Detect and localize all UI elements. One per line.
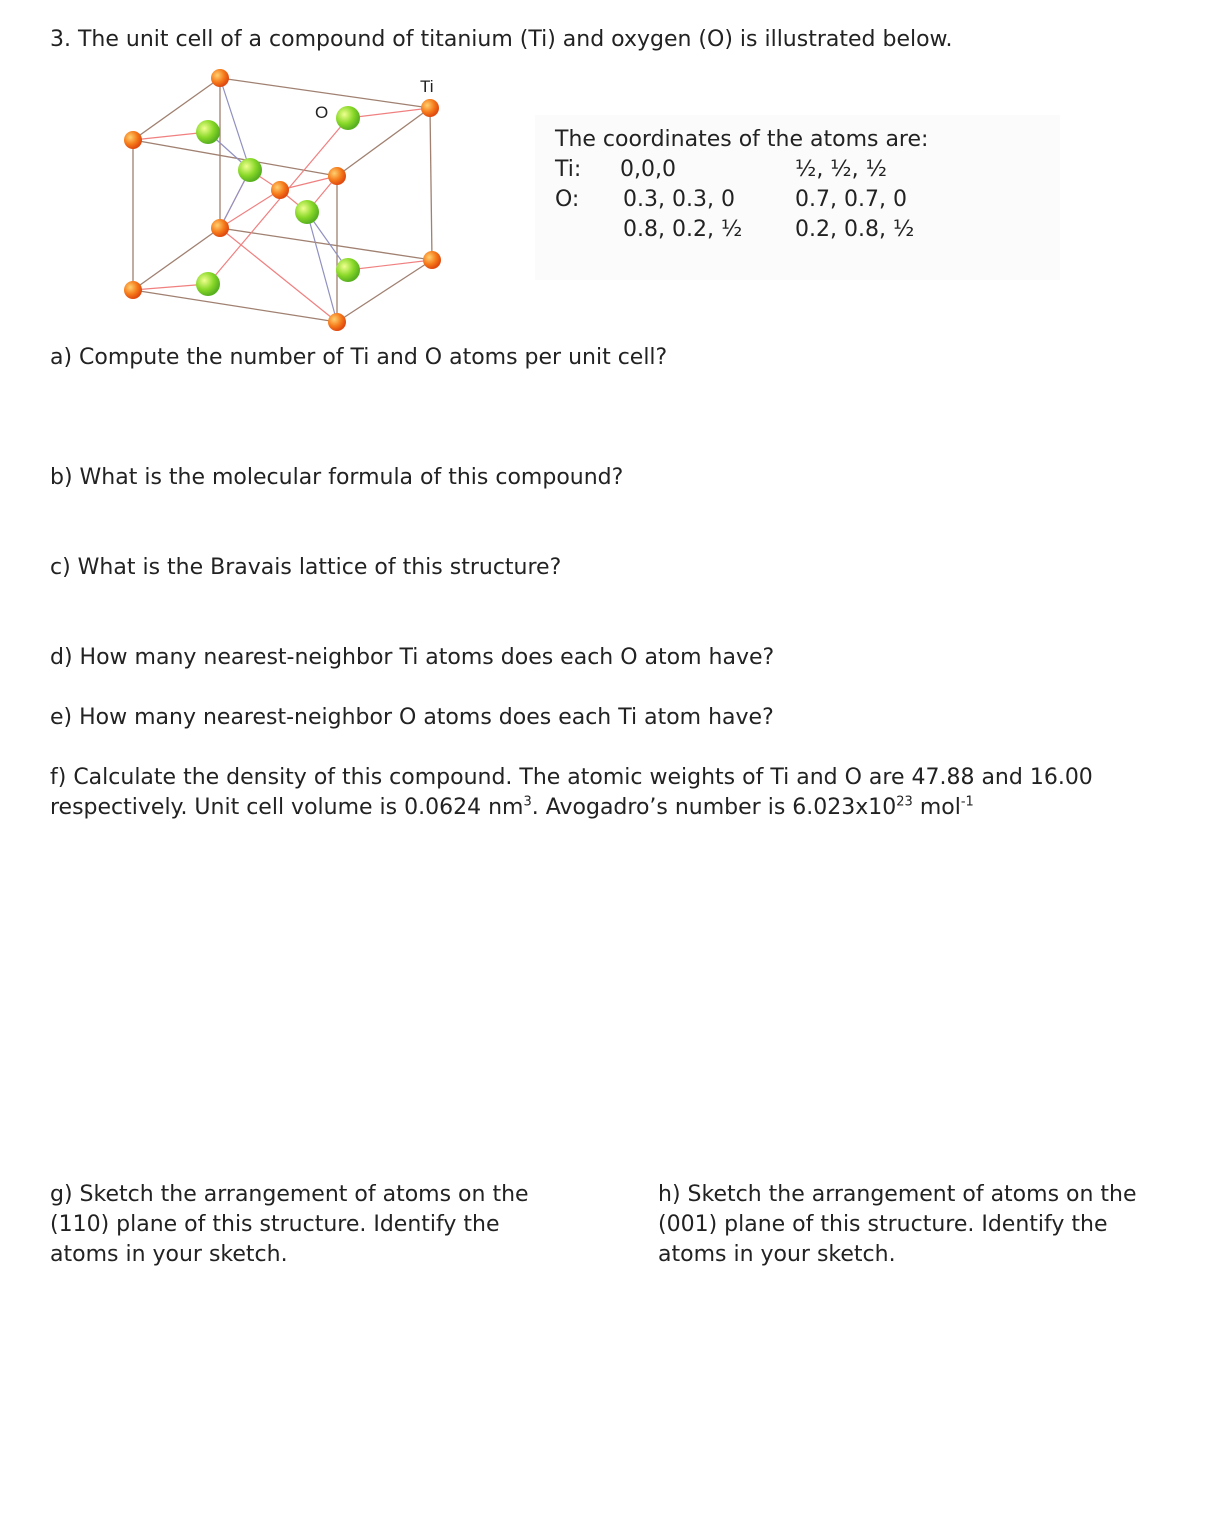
part-g-line: atoms in your sketch. — [50, 1242, 288, 1267]
o-atom — [196, 120, 220, 144]
ti-atom — [328, 313, 346, 331]
o-atom — [336, 258, 360, 282]
part-e: e) How many nearest-neighbor O atoms does each Ti atom have? — [50, 705, 774, 730]
part-d: d) How many nearest-neighbor Ti atoms does each O atom have? — [50, 645, 775, 670]
ti-coord-2: ½, ½, ½ — [795, 157, 887, 182]
unit-superscript: -1 — [960, 794, 974, 810]
part-f-text: . Avogadro’s number is 6.023x10 — [531, 795, 897, 820]
exponent-superscript: 23 — [896, 794, 913, 810]
o-atom — [295, 200, 319, 224]
label-o: O — [315, 103, 329, 122]
o-atom — [336, 106, 360, 130]
ti-atom — [423, 251, 441, 269]
o-coord-2: 0.7, 0.7, 0 — [795, 187, 907, 212]
part-g — [50, 1180, 529, 1270]
ti-atom — [421, 99, 439, 117]
o-atom — [196, 272, 220, 296]
part-f-line1: f) Calculate the density of this compound. The atomic weights of Ti and O are 47.88 and 16.00 — [50, 765, 1093, 790]
part-h-line: (001) plane of this structure. Identify the — [658, 1212, 1108, 1237]
o-atom — [238, 158, 262, 182]
ti-coord-1: 0,0,0 — [620, 157, 676, 182]
ti-atom — [211, 69, 229, 87]
coordinates-box — [535, 115, 1060, 280]
ti-atom — [271, 181, 289, 199]
part-h-line: atoms in your sketch. — [658, 1242, 896, 1267]
o-coord-1: 0.3, 0.3, 0 — [623, 187, 735, 212]
ti-atom — [124, 281, 142, 299]
o-coord-3: 0.8, 0.2, ½ — [623, 217, 743, 242]
part-g-line: (110) plane of this structure. Identify the — [50, 1212, 500, 1237]
part-f-unit: mol — [912, 795, 961, 820]
o-coord-4: 0.2, 0.8, ½ — [795, 217, 915, 242]
question-intro: 3. The unit cell of a compound of titanium (Ti) and oxygen (O) is illustrated below. — [50, 27, 953, 52]
part-b: b) What is the molecular formula of this compound? — [50, 465, 624, 490]
part-f-line2 — [50, 793, 974, 823]
cell-edges — [133, 78, 432, 322]
unit-cell-diagram — [100, 60, 460, 340]
part-h-line: h) Sketch the arrangement of atoms on the — [658, 1182, 1137, 1207]
titanium-atoms — [124, 69, 441, 331]
ti-atom — [211, 219, 229, 237]
ti-atom — [328, 167, 346, 185]
part-c: c) What is the Bravais lattice of this structure? — [50, 555, 562, 580]
cube-superscript: 3 — [523, 794, 532, 810]
part-a: a) Compute the number of Ti and O atoms per unit cell? — [50, 345, 668, 370]
part-g-line: g) Sketch the arrangement of atoms on the — [50, 1182, 529, 1207]
part-f-text: respectively. Unit cell volume is 0.0624 nm — [50, 795, 524, 820]
coordinates-heading: The coordinates of the atoms are: — [555, 127, 929, 152]
ti-atom — [124, 131, 142, 149]
ti-label: Ti: — [555, 157, 582, 182]
label-ti: Ti — [420, 77, 434, 96]
o-label: O: — [555, 187, 580, 212]
part-h — [658, 1180, 1137, 1270]
